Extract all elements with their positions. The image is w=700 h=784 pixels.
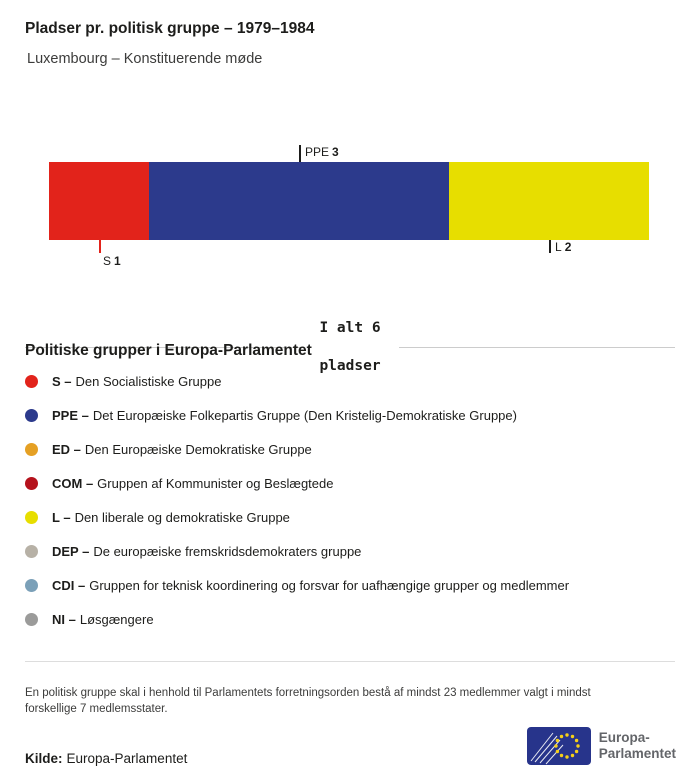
source-value: Europa-Parlamentet (66, 751, 188, 766)
page-subtitle: Luxembourg – Konstituerende møde (27, 51, 263, 67)
total-line-1: I alt 6 (319, 319, 381, 336)
legend-color-dot (25, 443, 38, 456)
rule-right (399, 347, 675, 348)
segment-label: S 1 (103, 254, 121, 268)
bar-segment-ppe[interactable] (149, 162, 449, 240)
europa-parlamentet-logo (527, 727, 676, 765)
legend-color-dot (25, 375, 38, 388)
legend-item-label: S – Den Socialistiske Gruppe (52, 373, 222, 389)
legend-color-dot (25, 477, 38, 490)
legend-item-cdi (25, 568, 675, 602)
legend-color-dot (25, 545, 38, 558)
tick-line-s (99, 240, 101, 253)
legend-heading: Politiske grupper i Europa-Parlamentet (25, 342, 312, 359)
tick-line-ppe (299, 145, 301, 162)
bar-segment-s[interactable] (49, 162, 149, 240)
segment-label: L 2 (555, 240, 572, 254)
legend-item-s (25, 364, 675, 398)
legend-color-dot (25, 613, 38, 626)
bar-label-s (99, 240, 121, 268)
legend-color-dot (25, 579, 38, 592)
legend-item-ed (25, 432, 675, 466)
legend-item-label: NI – Løsgængere (52, 611, 154, 627)
legend-item-com (25, 466, 675, 500)
eu-flag-icon (527, 727, 591, 765)
page-title: Pladser pr. politisk gruppe – 1979–1984 (25, 20, 315, 37)
legend-item-ppe (25, 398, 675, 432)
footnote: En politisk gruppe skal i henhold til Parlamentets forretningsorden bestå af mindst 23 medlemmer valgt i mindst forskellige 7 medlemsstater. (25, 686, 591, 715)
legend-item-label: L – Den liberale og demokratiske Gruppe (52, 509, 290, 525)
legend-item-label: PPE – Det Europæiske Folkepartis Gruppe (Den Kristelig-Demokratiske Gruppe) (52, 407, 517, 423)
legend (25, 364, 675, 636)
source-label: Kilde: (25, 751, 63, 766)
segment-label: PPE 3 (305, 145, 339, 159)
seat-bar-chart (49, 145, 649, 268)
legend-item-ni (25, 602, 675, 636)
legend-color-dot (25, 511, 38, 524)
logo-line-2: Parlamentet (598, 746, 676, 761)
stacked-bar (49, 162, 649, 240)
bar-label-l (549, 240, 571, 254)
footer-divider (25, 661, 675, 662)
source-line (25, 751, 187, 766)
legend-item-l (25, 500, 675, 534)
legend-item-label: CDI – Gruppen for teknisk koordinering og forsvar for uafhængige grupper og medlemmer (52, 577, 570, 593)
legend-item-label: ED – Den Europæiske Demokratiske Gruppe (52, 441, 312, 457)
legend-color-dot (25, 409, 38, 422)
logo-wordmark (599, 730, 676, 761)
tick-line-l (549, 240, 551, 253)
logo-line-1: Europa- (598, 730, 650, 746)
bar-label-ppe (299, 145, 339, 162)
bar-segment-l[interactable] (449, 162, 649, 240)
legend-item-dep (25, 534, 675, 568)
legend-item-label: COM – Gruppen af Kommunister og Beslægtede (52, 475, 334, 491)
total-line-2: pladser (319, 357, 381, 374)
legend-item-label: DEP – De europæiske fremskridsdemokraters gruppe (52, 543, 362, 559)
